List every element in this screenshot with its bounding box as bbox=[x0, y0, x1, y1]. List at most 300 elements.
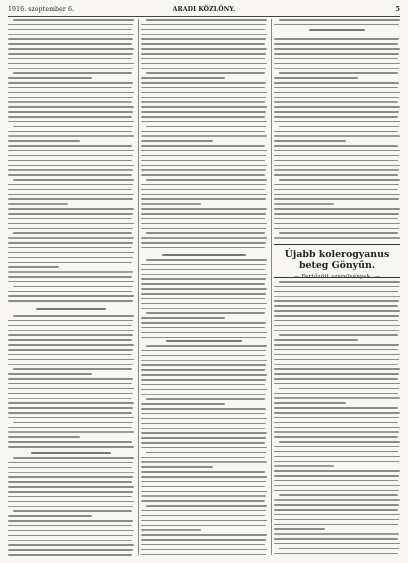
text-line bbox=[279, 494, 398, 496]
headline-box bbox=[274, 244, 400, 278]
text-line bbox=[8, 476, 133, 478]
text-line bbox=[274, 305, 398, 307]
text-line bbox=[274, 407, 398, 409]
text-line bbox=[141, 461, 267, 462]
text-line bbox=[141, 308, 266, 309]
text-line bbox=[8, 344, 134, 346]
text-line bbox=[274, 203, 334, 204]
text-line bbox=[274, 354, 400, 356]
text-line bbox=[274, 427, 400, 429]
text-line bbox=[13, 286, 133, 288]
text-line bbox=[274, 538, 398, 540]
text-line bbox=[8, 520, 133, 522]
text-line bbox=[8, 97, 133, 99]
text-line bbox=[8, 140, 80, 142]
text-line bbox=[141, 554, 266, 556]
text-line bbox=[13, 457, 134, 459]
text-line bbox=[141, 169, 266, 170]
text-line bbox=[141, 247, 265, 249]
text-line bbox=[8, 540, 132, 541]
text-line bbox=[141, 194, 267, 196]
text-line bbox=[8, 486, 134, 488]
text-line bbox=[141, 140, 213, 142]
text-line bbox=[274, 38, 399, 40]
text-line bbox=[8, 53, 133, 55]
text-line bbox=[8, 58, 132, 60]
text-line bbox=[146, 505, 267, 507]
text-line bbox=[8, 150, 134, 152]
text-line bbox=[141, 379, 266, 381]
text-line bbox=[274, 364, 398, 365]
text-line bbox=[141, 97, 266, 99]
text-line bbox=[141, 223, 267, 225]
text-line bbox=[141, 495, 266, 496]
text-line bbox=[8, 431, 134, 432]
text-line bbox=[8, 364, 133, 365]
text-line bbox=[274, 543, 400, 545]
text-line bbox=[141, 213, 266, 215]
text-line bbox=[141, 317, 225, 319]
text-line bbox=[274, 397, 400, 398]
headline: Újabb kolerogyanus beteg Gönyűn. bbox=[284, 249, 390, 271]
text-line bbox=[274, 145, 398, 147]
section-heading bbox=[162, 254, 246, 256]
text-line bbox=[8, 77, 92, 79]
text-line bbox=[8, 554, 132, 556]
text-line bbox=[141, 116, 265, 118]
text-line bbox=[274, 53, 399, 55]
text-line bbox=[8, 330, 134, 331]
text-line bbox=[274, 504, 399, 506]
text-line bbox=[8, 412, 132, 414]
text-line bbox=[141, 337, 266, 339]
text-line bbox=[141, 432, 267, 434]
text-line bbox=[8, 174, 132, 176]
text-line bbox=[141, 389, 267, 391]
text-line bbox=[8, 92, 134, 94]
text-line bbox=[8, 339, 132, 341]
text-line bbox=[146, 312, 265, 314]
text-line bbox=[274, 485, 400, 487]
text-line bbox=[274, 325, 400, 327]
text-line bbox=[13, 368, 132, 370]
text-line bbox=[8, 525, 132, 527]
text-line bbox=[274, 131, 398, 133]
text-line bbox=[141, 322, 266, 324]
text-line bbox=[8, 228, 133, 230]
text-line bbox=[274, 48, 400, 50]
text-line bbox=[141, 525, 266, 527]
text-line bbox=[8, 213, 133, 215]
text-line bbox=[274, 456, 400, 458]
text-line bbox=[141, 491, 267, 493]
text-line bbox=[141, 135, 267, 136]
text-line bbox=[279, 334, 398, 336]
text-line bbox=[141, 92, 267, 94]
text-line bbox=[279, 388, 399, 390]
text-line bbox=[8, 198, 133, 200]
text-line bbox=[274, 189, 398, 191]
text-line bbox=[141, 350, 266, 352]
text-line bbox=[274, 43, 398, 45]
text-line bbox=[141, 242, 266, 244]
text-line bbox=[274, 553, 398, 555]
text-line bbox=[274, 63, 400, 65]
text-line bbox=[8, 252, 134, 254]
text-line bbox=[141, 481, 266, 483]
newspaper-page bbox=[8, 5, 400, 557]
text-line bbox=[274, 475, 399, 477]
section-heading bbox=[36, 308, 106, 310]
text-line bbox=[279, 126, 399, 128]
text-line bbox=[8, 393, 133, 395]
text-line bbox=[8, 135, 134, 136]
text-line bbox=[141, 48, 267, 50]
text-line bbox=[141, 121, 267, 123]
text-line bbox=[141, 77, 225, 79]
section-heading bbox=[31, 452, 111, 454]
text-line bbox=[8, 82, 133, 84]
text-line bbox=[141, 303, 267, 305]
text-line bbox=[274, 101, 398, 102]
text-line bbox=[274, 402, 346, 404]
text-line bbox=[141, 510, 266, 512]
text-line bbox=[274, 451, 398, 453]
text-line bbox=[8, 101, 132, 102]
text-line bbox=[8, 242, 133, 244]
text-line bbox=[274, 92, 400, 94]
text-line bbox=[274, 218, 398, 220]
text-line bbox=[8, 472, 134, 473]
text-line bbox=[146, 126, 266, 128]
text-line bbox=[8, 223, 134, 225]
section-heading bbox=[309, 29, 365, 31]
text-line bbox=[8, 194, 134, 196]
text-line bbox=[274, 116, 398, 118]
text-line bbox=[274, 87, 398, 89]
text-line bbox=[274, 368, 400, 370]
text-line bbox=[8, 155, 133, 157]
text-line bbox=[141, 403, 225, 405]
text-line bbox=[274, 320, 398, 322]
text-line bbox=[8, 29, 132, 31]
text-line bbox=[8, 535, 133, 537]
text-line bbox=[279, 179, 400, 181]
text-line bbox=[274, 228, 399, 230]
text-line bbox=[8, 38, 133, 40]
text-line bbox=[274, 446, 399, 448]
subhead: — Fertőzött szerelvények. — bbox=[293, 274, 381, 280]
text-line bbox=[274, 213, 399, 215]
text-line bbox=[141, 442, 265, 444]
text-line bbox=[146, 452, 266, 454]
text-line bbox=[141, 529, 201, 530]
text-line bbox=[274, 465, 334, 466]
text-line bbox=[141, 53, 266, 55]
text-line bbox=[141, 423, 266, 425]
text-line bbox=[141, 408, 266, 410]
newspaper-title: ARADI KÖZLÖNY. bbox=[172, 6, 236, 13]
text-line bbox=[279, 72, 398, 74]
text-line bbox=[8, 359, 134, 361]
text-line bbox=[274, 528, 325, 530]
text-line bbox=[8, 491, 133, 493]
text-line bbox=[141, 264, 266, 266]
text-line bbox=[274, 514, 400, 516]
text-line bbox=[8, 262, 132, 264]
text-line bbox=[13, 179, 134, 181]
text-line bbox=[141, 131, 265, 133]
text-line bbox=[274, 58, 398, 60]
text-line bbox=[141, 374, 267, 376]
text-line bbox=[141, 198, 266, 200]
text-line bbox=[141, 413, 265, 415]
text-line bbox=[141, 208, 267, 210]
text-line bbox=[146, 232, 265, 234]
text-line bbox=[274, 169, 399, 170]
page-number: 5 bbox=[395, 6, 400, 13]
text-line bbox=[8, 257, 133, 259]
text-line bbox=[274, 349, 398, 351]
text-line bbox=[141, 145, 265, 147]
text-line bbox=[8, 549, 133, 551]
text-line bbox=[274, 519, 399, 521]
text-line bbox=[141, 447, 267, 449]
text-line bbox=[141, 327, 265, 329]
text-line bbox=[279, 19, 400, 21]
text-line bbox=[141, 534, 267, 536]
running-header bbox=[8, 5, 400, 16]
text-line bbox=[8, 145, 132, 147]
text-line bbox=[8, 373, 92, 375]
text-line bbox=[274, 194, 400, 196]
column-rule bbox=[271, 19, 272, 555]
text-line bbox=[274, 160, 398, 162]
text-line bbox=[8, 276, 132, 278]
text-line bbox=[274, 208, 400, 210]
text-line bbox=[8, 266, 59, 268]
text-line bbox=[8, 203, 68, 204]
text-line bbox=[13, 510, 132, 512]
text-line bbox=[8, 63, 134, 65]
text-line bbox=[8, 169, 133, 170]
text-line bbox=[274, 198, 399, 200]
text-line bbox=[8, 446, 134, 448]
text-line bbox=[141, 288, 267, 290]
text-line bbox=[141, 24, 266, 26]
text-line bbox=[141, 155, 266, 157]
section-heading bbox=[166, 340, 242, 342]
text-line bbox=[8, 515, 92, 517]
text-line bbox=[8, 462, 133, 464]
text-line bbox=[146, 259, 267, 261]
text-line bbox=[279, 441, 400, 443]
text-line bbox=[141, 106, 267, 108]
text-line bbox=[141, 298, 265, 300]
text-line bbox=[8, 300, 133, 302]
text-line bbox=[8, 247, 132, 249]
text-line bbox=[8, 407, 133, 409]
text-line bbox=[141, 418, 267, 420]
text-line bbox=[141, 160, 265, 162]
text-line bbox=[141, 486, 265, 488]
text-line bbox=[274, 140, 346, 142]
text-line bbox=[274, 165, 400, 167]
text-line bbox=[141, 82, 266, 84]
text-line bbox=[141, 515, 265, 517]
text-line bbox=[141, 58, 265, 60]
text-line bbox=[274, 359, 399, 361]
text-line bbox=[274, 184, 399, 186]
text-line bbox=[141, 437, 266, 439]
text-line bbox=[8, 165, 134, 167]
text-line bbox=[8, 320, 133, 322]
text-line bbox=[8, 131, 132, 133]
text-line bbox=[8, 281, 134, 283]
text-line bbox=[141, 34, 267, 35]
text-line bbox=[274, 470, 400, 472]
text-line bbox=[8, 43, 132, 45]
text-line bbox=[141, 520, 267, 522]
text-line bbox=[274, 97, 399, 99]
text-line bbox=[141, 38, 266, 40]
text-line bbox=[141, 332, 267, 334]
text-line bbox=[274, 373, 399, 375]
text-line bbox=[141, 111, 266, 113]
issue-date: 1916. szeptember 6. bbox=[8, 6, 75, 13]
text-line bbox=[141, 274, 267, 275]
text-line bbox=[274, 524, 398, 526]
text-line bbox=[141, 360, 267, 361]
text-line bbox=[274, 121, 400, 123]
text-line bbox=[274, 150, 400, 152]
text-line bbox=[274, 330, 399, 331]
text-line bbox=[8, 441, 132, 443]
text-line bbox=[274, 480, 398, 482]
text-line bbox=[274, 310, 400, 312]
text-line bbox=[8, 349, 133, 351]
text-line bbox=[141, 394, 266, 395]
text-line bbox=[141, 203, 201, 204]
text-line bbox=[8, 436, 80, 438]
text-line bbox=[274, 436, 398, 438]
text-line bbox=[8, 427, 132, 429]
text-line bbox=[8, 402, 134, 404]
text-line bbox=[274, 431, 399, 432]
text-line bbox=[141, 364, 266, 366]
text-line bbox=[279, 281, 400, 283]
text-line bbox=[274, 412, 400, 414]
text-line bbox=[141, 283, 265, 285]
text-line bbox=[274, 286, 399, 288]
text-line bbox=[141, 539, 266, 541]
text-line bbox=[274, 223, 400, 225]
text-line bbox=[8, 116, 132, 118]
text-line bbox=[141, 293, 266, 295]
text-line bbox=[8, 189, 132, 191]
text-line bbox=[141, 174, 265, 176]
text-line bbox=[274, 174, 398, 176]
text-line bbox=[141, 384, 265, 386]
text-line bbox=[279, 548, 399, 550]
text-line bbox=[141, 500, 265, 502]
text-line bbox=[274, 499, 400, 500]
text-line bbox=[8, 398, 132, 399]
text-line bbox=[8, 530, 134, 532]
text-line bbox=[8, 237, 134, 238]
text-line bbox=[279, 232, 398, 234]
text-line bbox=[274, 422, 398, 424]
text-line bbox=[8, 218, 132, 220]
text-line bbox=[274, 24, 399, 26]
text-line bbox=[274, 68, 399, 69]
text-line bbox=[8, 383, 132, 385]
text-line bbox=[8, 481, 132, 483]
text-line bbox=[274, 490, 399, 492]
text-line bbox=[8, 378, 133, 380]
text-line bbox=[274, 111, 399, 113]
text-line bbox=[8, 184, 133, 186]
text-line bbox=[8, 544, 134, 546]
text-line bbox=[141, 466, 213, 468]
text-line bbox=[8, 506, 133, 507]
text-line bbox=[146, 398, 265, 400]
text-line bbox=[141, 63, 267, 65]
text-line bbox=[141, 369, 265, 371]
text-line bbox=[146, 345, 267, 347]
text-line bbox=[274, 77, 358, 79]
text-line bbox=[141, 101, 265, 102]
text-line bbox=[274, 296, 400, 297]
text-line bbox=[141, 165, 267, 167]
text-line bbox=[141, 150, 267, 152]
text-line bbox=[141, 278, 266, 280]
text-line bbox=[274, 383, 400, 385]
text-line bbox=[141, 476, 267, 478]
text-line bbox=[13, 72, 132, 74]
header-rule bbox=[8, 16, 400, 17]
text-line bbox=[274, 237, 400, 238]
text-line bbox=[8, 496, 132, 498]
text-line bbox=[8, 121, 134, 123]
text-line bbox=[8, 111, 133, 113]
text-line bbox=[8, 291, 132, 293]
text-line bbox=[274, 155, 399, 157]
text-line bbox=[274, 533, 399, 534]
text-line bbox=[13, 126, 133, 128]
text-line bbox=[274, 344, 399, 346]
text-line bbox=[274, 300, 399, 302]
column-rule bbox=[138, 19, 139, 555]
text-line bbox=[274, 339, 358, 341]
text-line bbox=[274, 106, 400, 108]
text-line bbox=[141, 43, 265, 45]
text-line bbox=[141, 68, 266, 69]
text-line bbox=[8, 417, 134, 419]
text-line bbox=[13, 19, 134, 21]
text-line bbox=[8, 160, 132, 162]
text-line bbox=[8, 68, 133, 69]
text-line bbox=[274, 417, 399, 419]
text-line bbox=[274, 393, 398, 395]
text-line bbox=[8, 501, 134, 503]
text-line bbox=[141, 228, 266, 230]
text-line bbox=[8, 271, 133, 272]
text-line bbox=[274, 461, 399, 463]
text-line bbox=[13, 315, 134, 317]
text-line bbox=[8, 48, 134, 50]
text-line bbox=[141, 218, 265, 220]
